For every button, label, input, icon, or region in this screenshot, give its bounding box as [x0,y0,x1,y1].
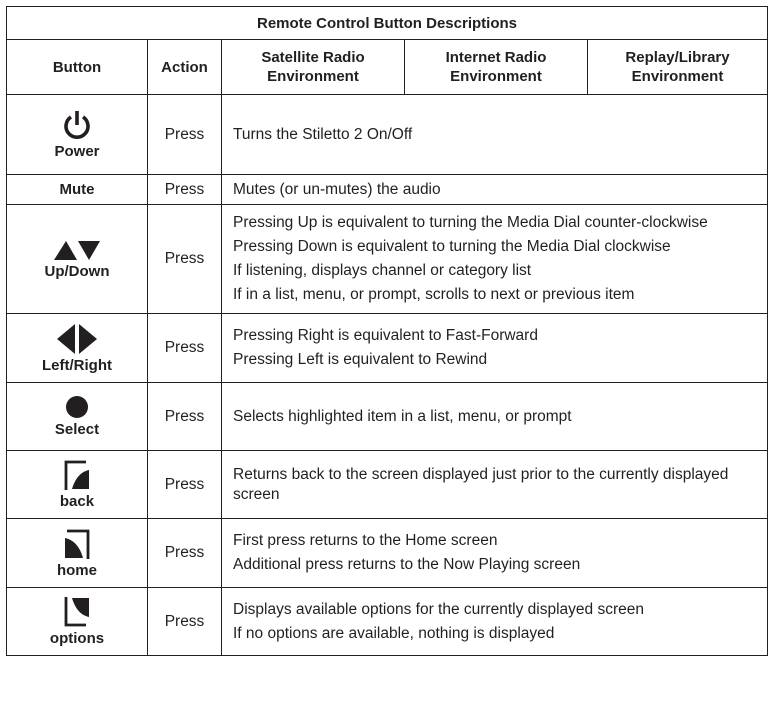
description-line: Pressing Left is equivalent to Rewind [233,351,488,368]
description-cell [222,519,768,588]
button-cell-select [7,383,148,451]
home-icon [63,528,91,560]
header-replay [588,40,768,95]
description-cell [222,383,768,451]
description-line: Displays available options for the currently displayed screen [233,600,644,618]
button-label: home [56,561,97,579]
description-cell [222,95,768,175]
button-cell-options [7,588,148,656]
action-cell: Press [148,175,222,205]
action-cell: Press [148,588,222,656]
select-dot-icon [65,395,89,419]
table-row [7,588,768,656]
table-row [7,95,768,175]
button-label: Power [54,143,100,160]
power-icon [62,109,92,141]
description-cell [222,588,768,656]
button-label: Mute [59,181,95,198]
left-right-triangles-icon [56,323,98,355]
table-row [7,383,768,451]
button-label: back [59,493,95,510]
button-label: Left/Right [42,356,112,374]
table-row [7,519,768,588]
button-label: Select [54,421,100,438]
table-row [7,314,768,383]
description-line: Pressing Up is equivalent to turning the Media Dial counter-clockwise [233,214,708,231]
description-cell [222,451,768,519]
action-cell: Press [148,95,222,175]
description-line: If no options are available, nothing is displayed [233,624,555,642]
button-label: Up/Down [44,262,110,280]
description-line: Turns the Stiletto 2 On/Off [233,125,413,143]
action-cell: Press [148,314,222,383]
header-internet-line2: Environment [450,68,542,85]
action-cell: Press [148,205,222,314]
description-line: Selects highlighted item in a list, menu, or prompt [233,407,572,425]
action-cell: Press [148,383,222,451]
options-icon [63,596,91,628]
table-row [7,175,768,205]
up-down-triangles-icon [53,239,101,261]
description-cell [222,205,768,314]
header-satellite [222,40,405,95]
button-cell-mute [7,175,148,205]
table-row [7,451,768,519]
description-line: Pressing Down is equivalent to turning the Media Dial clockwise [233,238,671,255]
header-internet [405,40,588,95]
description-line: If in a list, menu, or prompt, scrolls to next or previous item [233,286,635,303]
description-line: Mutes (or un-mutes) the audio [233,180,441,198]
table-title: Remote Control Button Descriptions [7,7,768,40]
header-replay-line1: Replay/Library [625,49,730,66]
button-cell-up-down [7,205,148,314]
description-line: First press returns to the Home screen [233,532,498,549]
action-cell: Press [148,519,222,588]
description-line: Pressing Right is equivalent to Fast-Forward [233,327,538,344]
header-replay-line2: Environment [631,68,724,85]
description-cell [222,314,768,383]
button-cell-power [7,95,148,175]
description-line: Additional press returns to the Now Playing screen [233,556,581,573]
header-satellite-line2: Environment [267,68,359,85]
header-action: Action [148,40,222,95]
button-cell-left-right [7,314,148,383]
remote-control-table [6,6,768,656]
header-internet-line1: Internet Radio [445,49,547,66]
header-button: Button [7,40,148,95]
back-icon [63,459,91,491]
header-satellite-line1: Satellite Radio [261,49,365,66]
button-label: options [49,630,105,647]
description-cell [222,175,768,205]
description-line: If listening, displays channel or category list [233,262,532,279]
action-cell: Press [148,451,222,519]
table-row [7,205,768,314]
description-line: Returns back to the screen displayed just prior to the currently displayed screen [233,465,729,503]
button-cell-home [7,519,148,588]
button-cell-back [7,451,148,519]
